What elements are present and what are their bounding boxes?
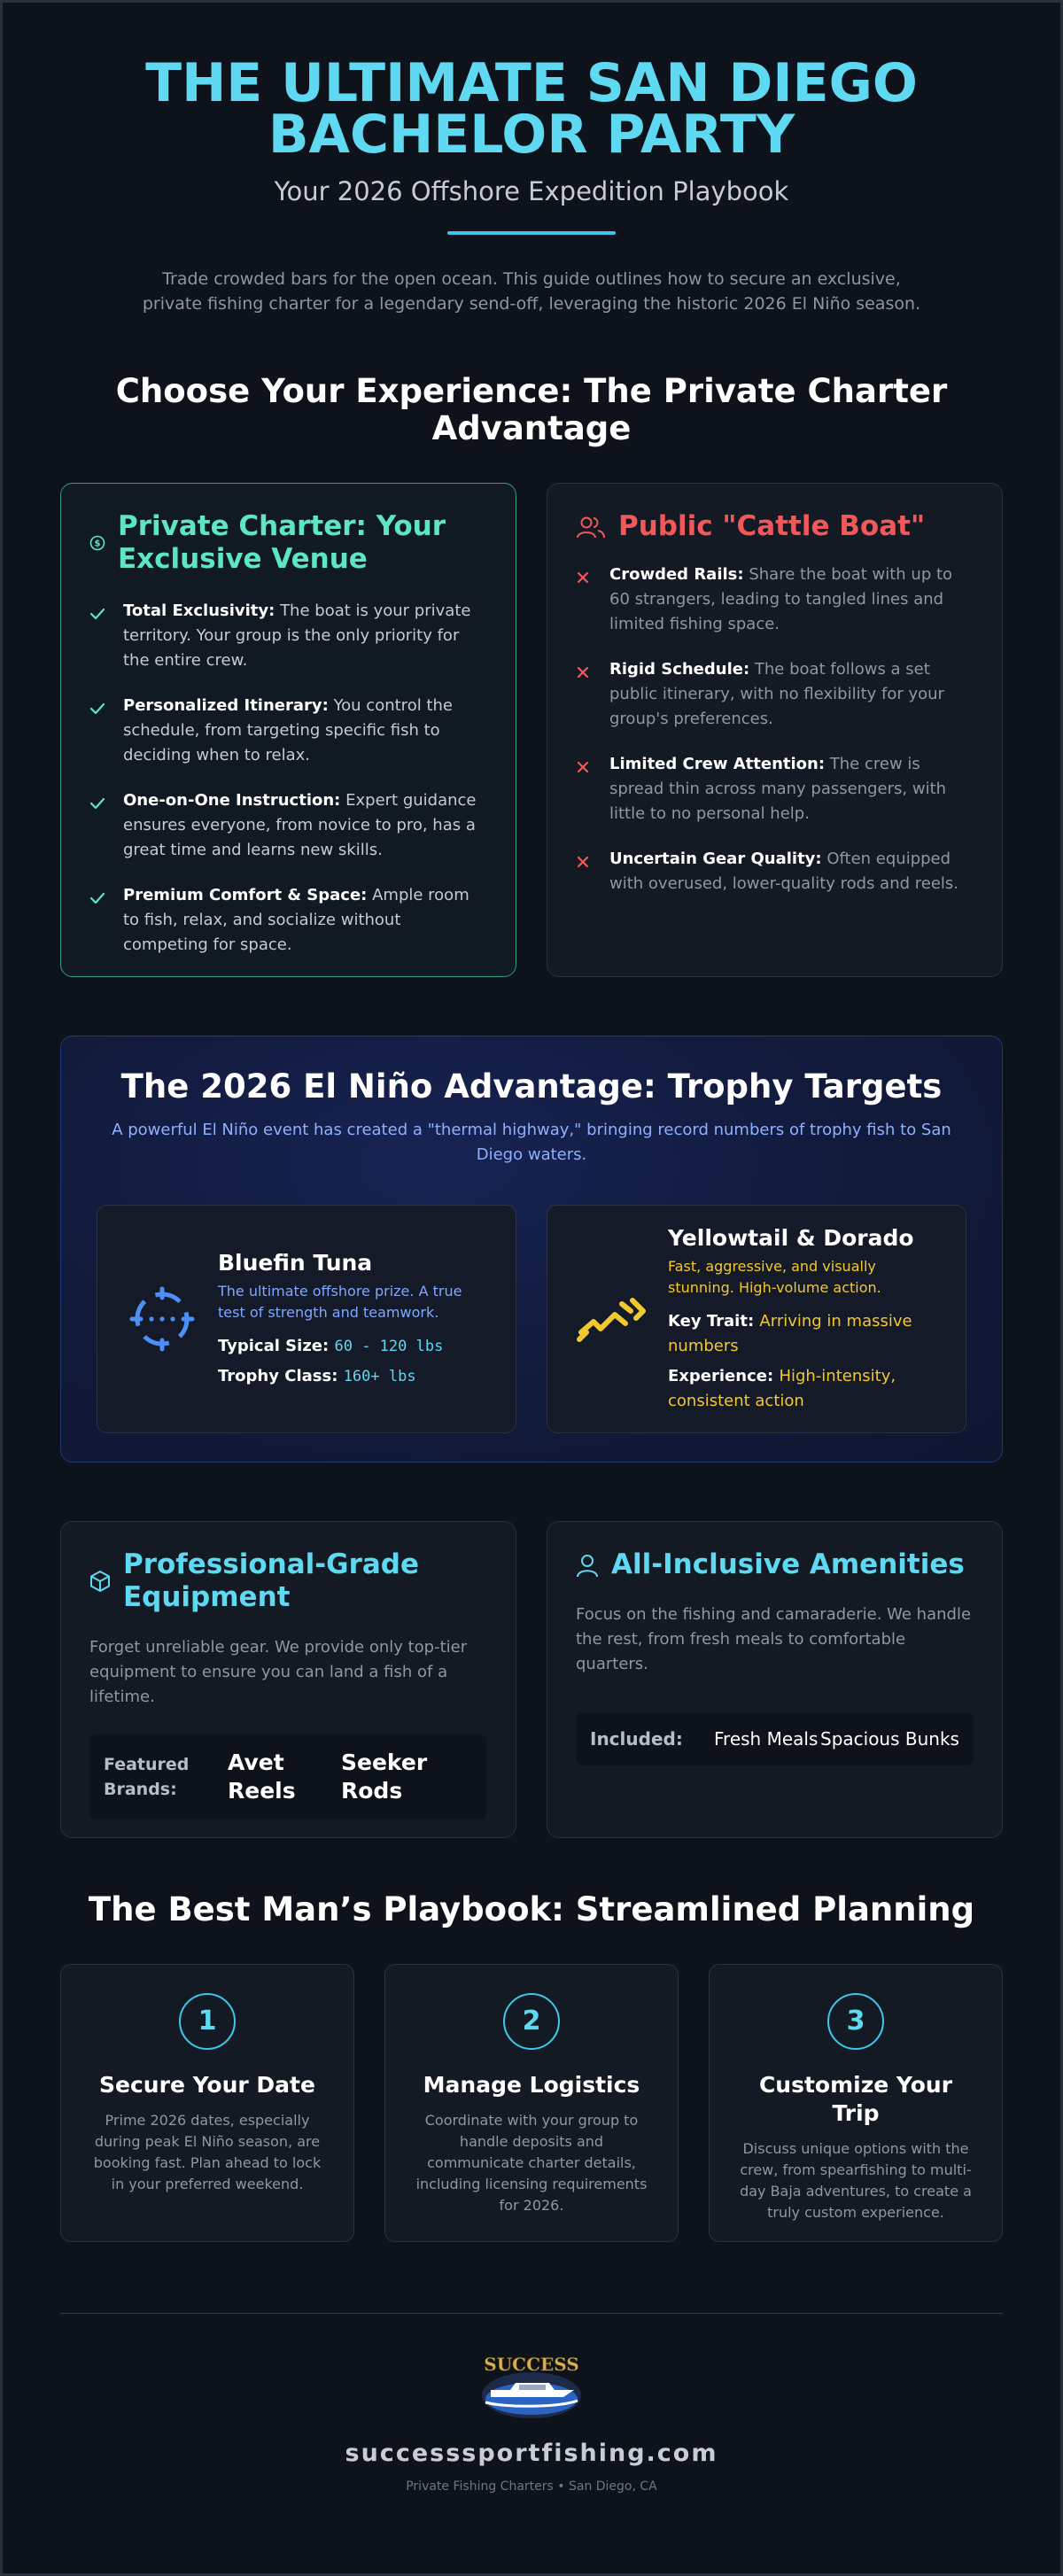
list-item <box>576 847 974 896</box>
included-meals: Fresh Meals <box>714 1728 819 1750</box>
private-benefits-list <box>89 599 487 958</box>
equipment-text: Forget unreliable gear. We provide only top-tier equipment to ensure you can land a fish of a lifetime. <box>89 1638 468 1706</box>
comparison-section <box>60 483 1003 977</box>
step-number: 2 <box>503 1993 560 2050</box>
private-charter-card <box>60 483 516 977</box>
list-item-text: Total Exclusivity: The boat is your private territory. Your group is the only priority for the entire crew. <box>123 601 471 670</box>
svg-text:$: $ <box>94 539 101 549</box>
list-item <box>576 563 974 637</box>
step-card <box>384 1964 679 2242</box>
list-item <box>576 657 974 732</box>
step-number: 3 <box>827 1993 884 2050</box>
list-item-text: Personalized Itinerary: You control the schedule, from targeting specific fish to deciding when to relax. <box>123 696 453 764</box>
step-text: Prime 2026 dates, especially during peak El Niño season, are booking fast. Plan ahead to lock in your preferred weekend. <box>93 2112 322 2192</box>
amenities-title: All-Inclusive Amenities <box>611 1548 965 1580</box>
hero <box>60 3 1003 316</box>
dollar-badge-icon <box>89 535 105 551</box>
users-icon <box>576 515 606 539</box>
amenities-card <box>547 1521 1003 1838</box>
intro-text: Trade crowded bars for the open ocean. This guide outlines how to secure an exclusive, private fishing charter for a legendary send-off, leveraging the historic 2026 El Niño season. <box>142 269 921 314</box>
yellowtail-exp-value: High-intensity, consistent action <box>668 1366 896 1410</box>
list-item-text: One-on-One Instruction: Expert guidance ensures everyone, from novice to pro, has a great time and learns new skills. <box>123 791 477 859</box>
x-icon <box>576 757 592 826</box>
step-number: 1 <box>179 1993 236 2050</box>
yellowtail-dorado-card <box>547 1205 966 1433</box>
x-icon <box>576 663 592 732</box>
page-subtitle: Your 2026 Offshore Expedition Playbook <box>274 176 789 206</box>
brand-seeker: Seeker Rods <box>341 1750 428 1804</box>
equipment-title: Professional-Grade Equipment <box>123 1548 419 1613</box>
crosshair-icon <box>122 1285 202 1353</box>
experience-title: Choose Your Experience: The Private Charter Advantage <box>115 372 948 447</box>
tuna-name: Bluefin Tuna <box>218 1249 373 1276</box>
title-line-2: BACHELOR PARTY <box>268 104 795 166</box>
included-label: Included: <box>590 1728 683 1750</box>
playbook-title: The Best Man’s Playbook: Streamlined Planning <box>88 1890 975 1928</box>
step-text: Discuss unique options with the crew, from spearfishing to multi-day Baja adventures, to create a truly custom experience. <box>740 2140 972 2221</box>
list-item <box>576 752 974 826</box>
el-nino-section <box>60 1036 1003 1463</box>
included-list <box>576 1712 974 1765</box>
features-section <box>60 1521 1003 1838</box>
lightning-icon <box>572 1292 652 1346</box>
list-item <box>89 788 487 863</box>
bluefin-tuna-card <box>97 1205 516 1433</box>
list-item-text: Rigid Schedule: The boat follows a set public itinerary, with no flexibility for your group's preferences. <box>609 660 944 728</box>
public-drawbacks-list <box>576 563 974 896</box>
tuna-size-value: 60 - 120 lbs <box>334 1337 444 1355</box>
step-title: Manage Logistics <box>423 2072 640 2098</box>
step-title: Secure Your Date <box>99 2072 315 2098</box>
check-icon <box>89 888 105 958</box>
page-title <box>60 52 1003 166</box>
list-item-text: Limited Crew Attention: The crew is spread thin across many passengers, with little to no personal help. <box>609 755 947 823</box>
step-title: Customize Your Trip <box>758 2072 953 2126</box>
step-text: Coordinate with your group to handle deposits and communicate charter details, including licensing requirements for 2026. <box>415 2112 648 2214</box>
el-nino-title: The 2026 El Niño Advantage: Trophy Targets <box>120 1067 943 1106</box>
yellowtail-name: Yellowtail & Dorado <box>668 1224 914 1251</box>
title-divider <box>447 231 616 235</box>
public-boat-card <box>547 483 1003 977</box>
playbook-steps <box>60 1964 1003 2242</box>
list-item <box>89 599 487 673</box>
list-item-text: Uncertain Gear Quality: Often equipped with overused, lower-quality rods and reels. <box>609 850 959 893</box>
success-logo[interactable] <box>478 2351 585 2425</box>
site-link[interactable]: successsportfishing.com <box>345 2440 718 2467</box>
yellowtail-exp-label: Experience: <box>668 1366 774 1385</box>
brands-label: Featured Brands: <box>104 1755 190 1799</box>
user-icon <box>576 1553 599 1578</box>
cube-icon <box>89 1570 111 1593</box>
list-item <box>89 883 487 958</box>
el-nino-subtitle: A powerful El Niño event has created a "thermal highway," bringing record numbers of trophy fish to San Diego waters. <box>112 1121 951 1164</box>
step-card <box>709 1964 1003 2242</box>
list-item-text: Premium Comfort & Space: Ample room to fish, relax, and socialize without competing for space. <box>123 886 469 954</box>
tagline: Private Fishing Charters • San Diego, CA <box>406 2479 657 2494</box>
check-icon <box>89 699 105 768</box>
yellowtail-desc: Fast, aggressive, and visually stunning. High-volume action. <box>668 1257 881 1296</box>
yellowtail-trait-label: Key Trait: <box>668 1311 755 1331</box>
tuna-trophy-value: 160+ lbs <box>343 1367 416 1385</box>
step-card <box>60 1964 354 2242</box>
private-charter-title: Private Charter: Your Exclusive Venue <box>118 510 446 575</box>
list-item-text: Crowded Rails: Share the boat with up to 60 strangers, leading to tangled lines and limited fishing space. <box>609 565 953 633</box>
list-item <box>89 694 487 768</box>
equipment-card <box>60 1521 516 1838</box>
amenities-text: Focus on the fishing and camaraderie. We handle the rest, from fresh meals to comfortable quarters. <box>576 1605 972 1673</box>
footer <box>60 2313 1003 2494</box>
x-icon <box>576 568 592 637</box>
tuna-desc: The ultimate offshore prize. A true test of strength and teamwork. <box>218 1282 462 1321</box>
tuna-trophy-label: Trophy Class: <box>218 1366 338 1385</box>
public-boat-title: Public "Cattle Boat" <box>618 510 926 542</box>
featured-brands <box>89 1734 487 1819</box>
svg-text:SUCCESS: SUCCESS <box>484 2354 579 2375</box>
tuna-size-label: Typical Size: <box>218 1336 330 1355</box>
yellowtail-trait-value: Arriving in massive numbers <box>668 1311 912 1355</box>
title-line-1: THE ULTIMATE SAN DIEGO <box>145 52 918 114</box>
x-icon <box>576 852 592 896</box>
included-bunks: Spacious Bunks <box>820 1728 959 1750</box>
brand-avet: Avet Reels <box>228 1750 296 1804</box>
check-icon <box>89 604 105 673</box>
check-icon <box>89 794 105 863</box>
